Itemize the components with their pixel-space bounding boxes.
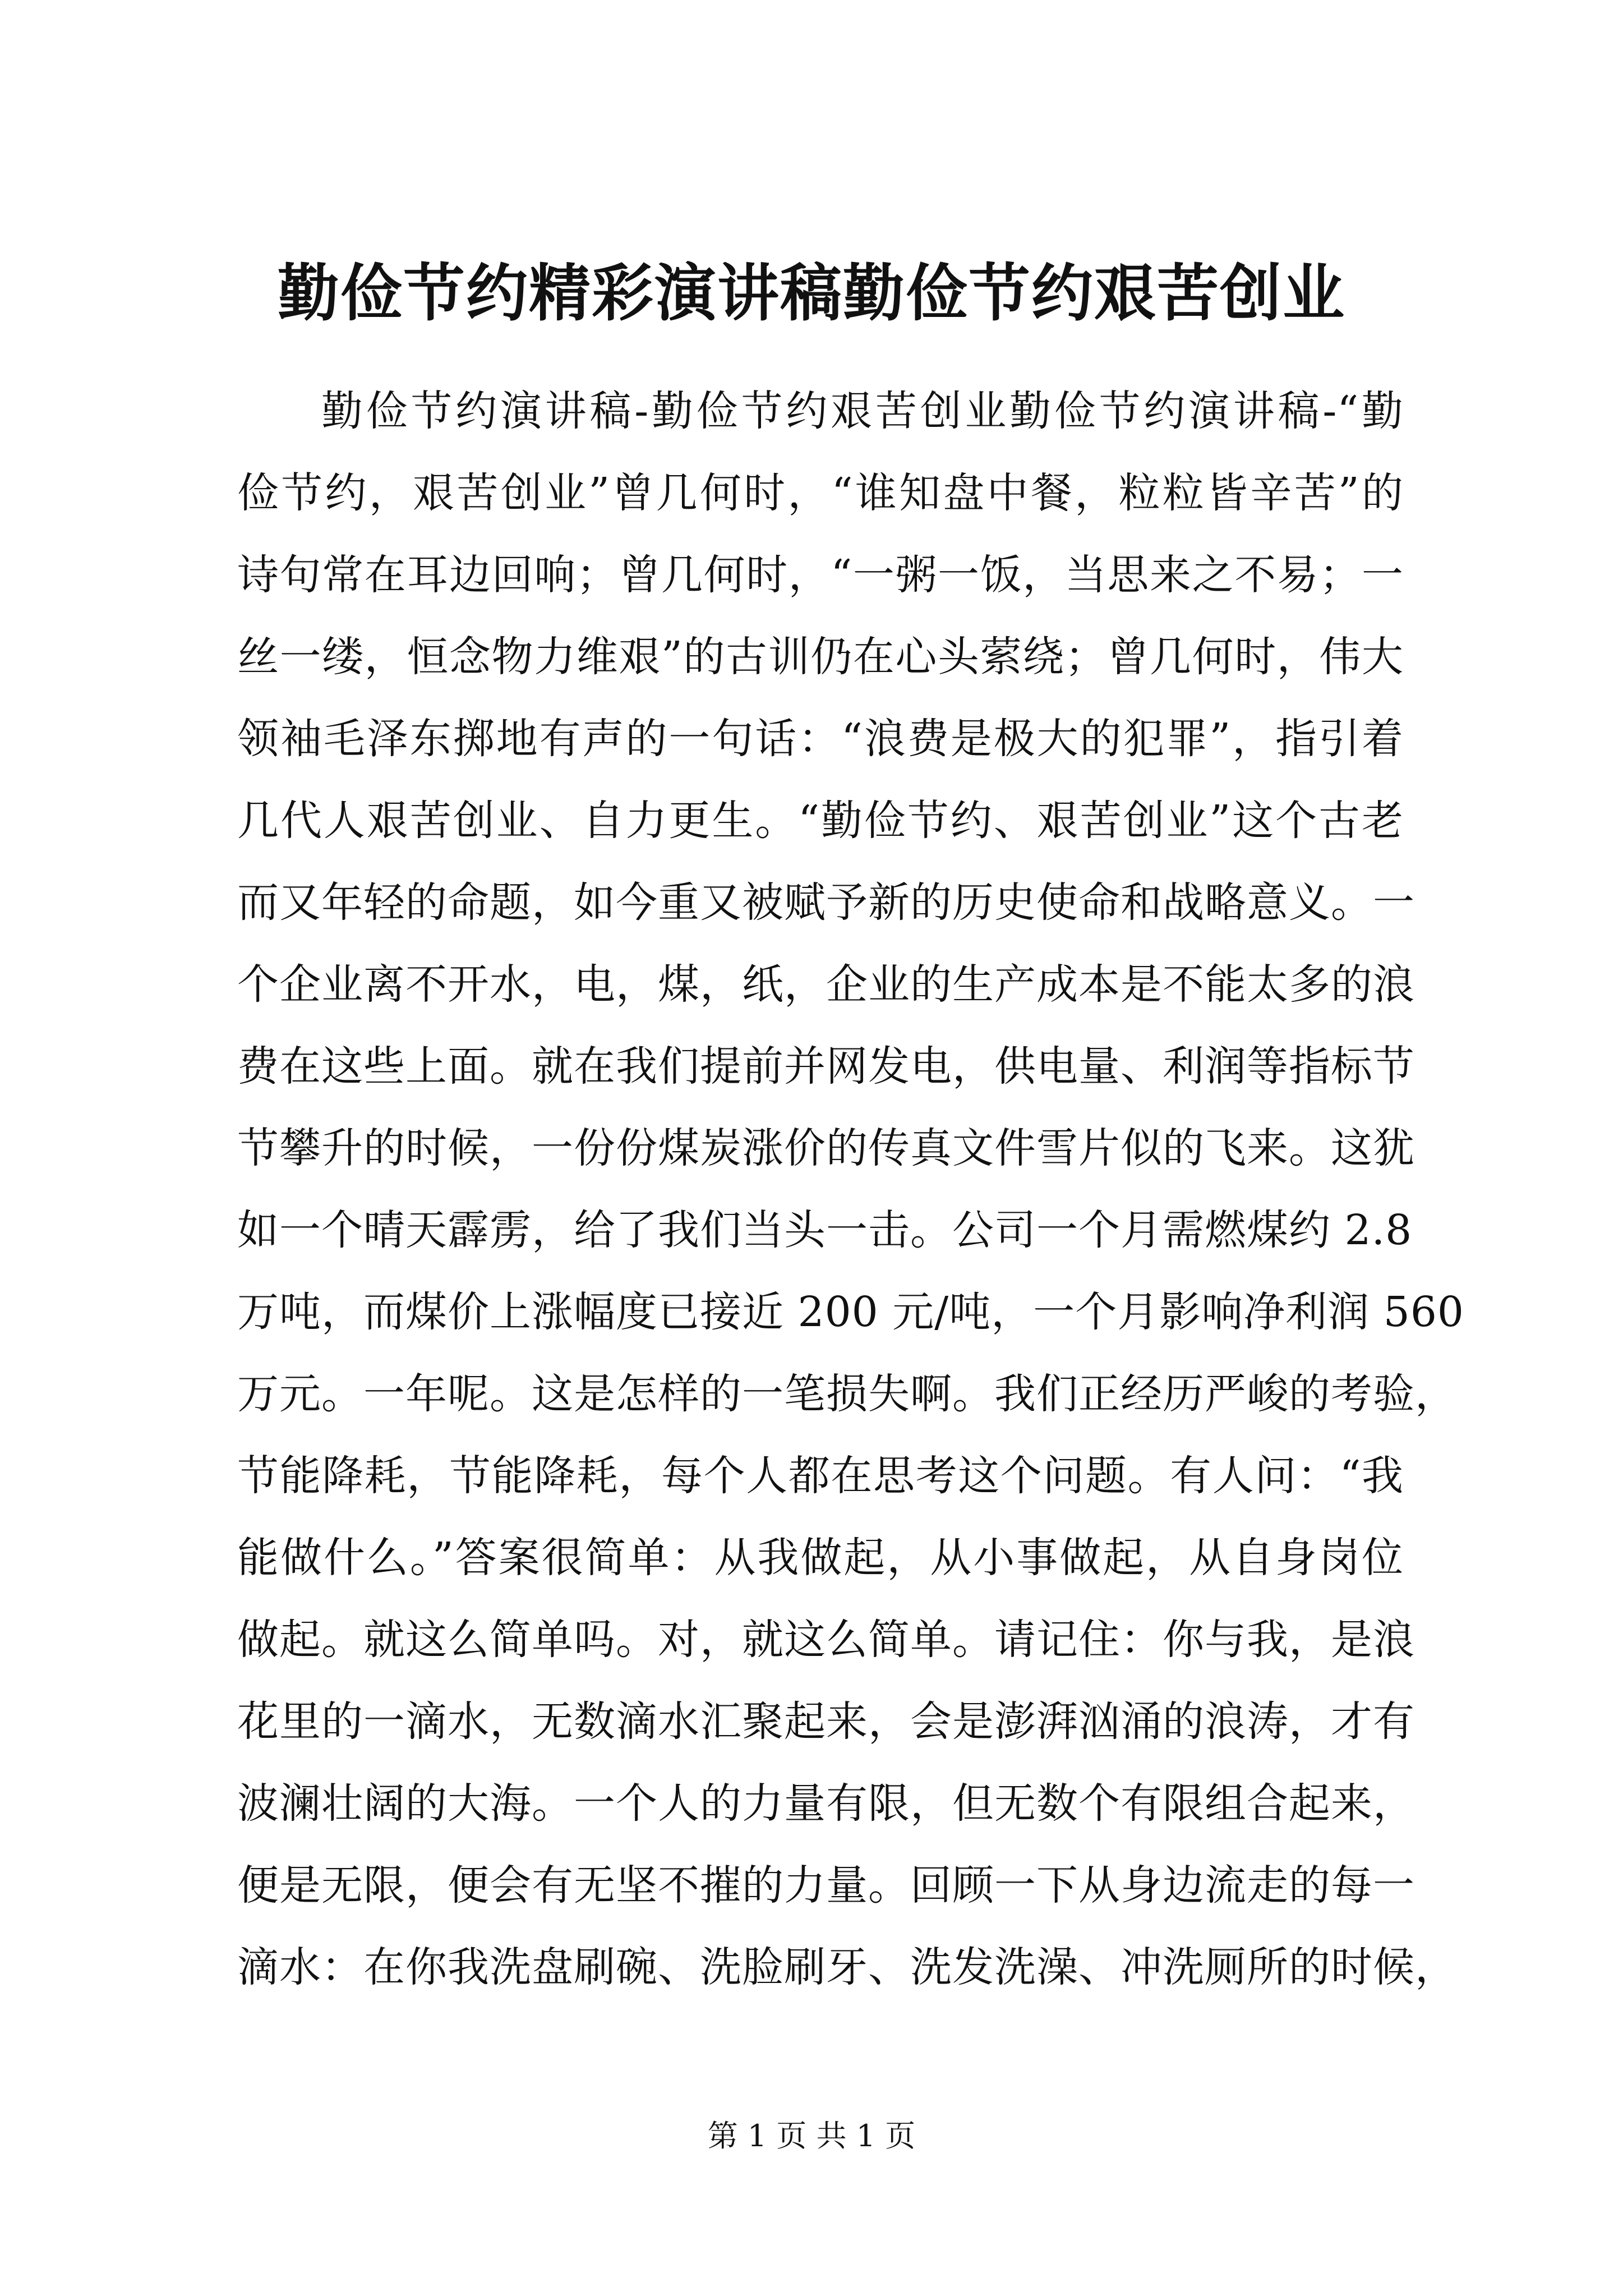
paragraph-line: 而又年轻的命题，如今重又被赋予新的历史使命和战略意义。一	[237, 878, 1415, 927]
paragraph-line: 万元。一年呢。这是怎样的一笔损失啊。我们正经历严峻的考验，	[237, 1370, 1457, 1418]
paragraph-line: 便是无限，便会有无坚不摧的力量。回顾一下从身边流走的每一	[237, 1861, 1415, 1910]
document-body	[237, 370, 1464, 2008]
paragraph-line: 个企业离不开水，电，煤，纸，企业的生产成本是不能太多的浪	[237, 960, 1415, 1009]
paragraph-line: 节能降耗，节能降耗，每个人都在思考这个问题。有人问：“我	[237, 1452, 1404, 1500]
paragraph-line: 诗句常在耳边回响；曾几何时，“一粥一饭，当思来之不易；一	[237, 551, 1404, 599]
paragraph-line: 节攀升的时候，一份份煤炭涨价的传真文件雪片似的飞来。这犹	[237, 1124, 1415, 1172]
paragraph-line: 做起。就这么简单吗。对，就这么简单。请记住：你与我，是浪	[237, 1616, 1415, 1664]
page-number-footer: 第 1 页 共 1 页	[707, 2118, 916, 2154]
paragraph-line: 滴水：在你我洗盘刷碗、洗脸刷牙、洗发洗澡、冲洗厕所的时候，	[237, 1943, 1457, 1991]
paragraph-line: 波澜壮阔的大海。一个人的力量有限，但无数个有限组合起来，	[237, 1779, 1415, 1828]
paragraph-line: 领袖毛泽东掷地有声的一句话：“浪费是极大的犯罪”，指引着	[237, 715, 1404, 763]
paragraph-line: 能做什么。”答案很简单：从我做起，从小事做起，从自身岗位	[237, 1534, 1404, 1582]
paragraph-line: 勤俭节约演讲稿-勤俭节约艰苦创业勤俭节约演讲稿-“勤	[321, 387, 1404, 435]
paragraph-line: 万吨，而煤价上涨幅度已接近 200 元/吨，一个月影响净利润 560	[237, 1288, 1464, 1336]
document-title: 勤俭节约精彩演讲稿勤俭节约艰苦创业	[278, 257, 1345, 329]
paragraph-line: 俭节约，艰苦创业”曾几何时，“谁知盘中餐，粒粒皆辛苦”的	[237, 469, 1404, 517]
paragraph-line: 几代人艰苦创业、自力更生。“勤俭节约、艰苦创业”这个古老	[237, 797, 1404, 845]
paragraph-line: 费在这些上面。就在我们提前并网发电，供电量、利润等指标节	[237, 1042, 1415, 1091]
paragraph-line: 丝一缕，恒念物力维艰”的古训仍在心头萦绕；曾几何时，伟大	[237, 633, 1404, 681]
paragraph-line: 花里的一滴水，无数滴水汇聚起来，会是澎湃汹涌的浪涛，才有	[237, 1697, 1415, 1746]
paragraph-line: 如一个晴天霹雳，给了我们当头一击。公司一个月需燃煤约 2.8	[237, 1206, 1413, 1254]
